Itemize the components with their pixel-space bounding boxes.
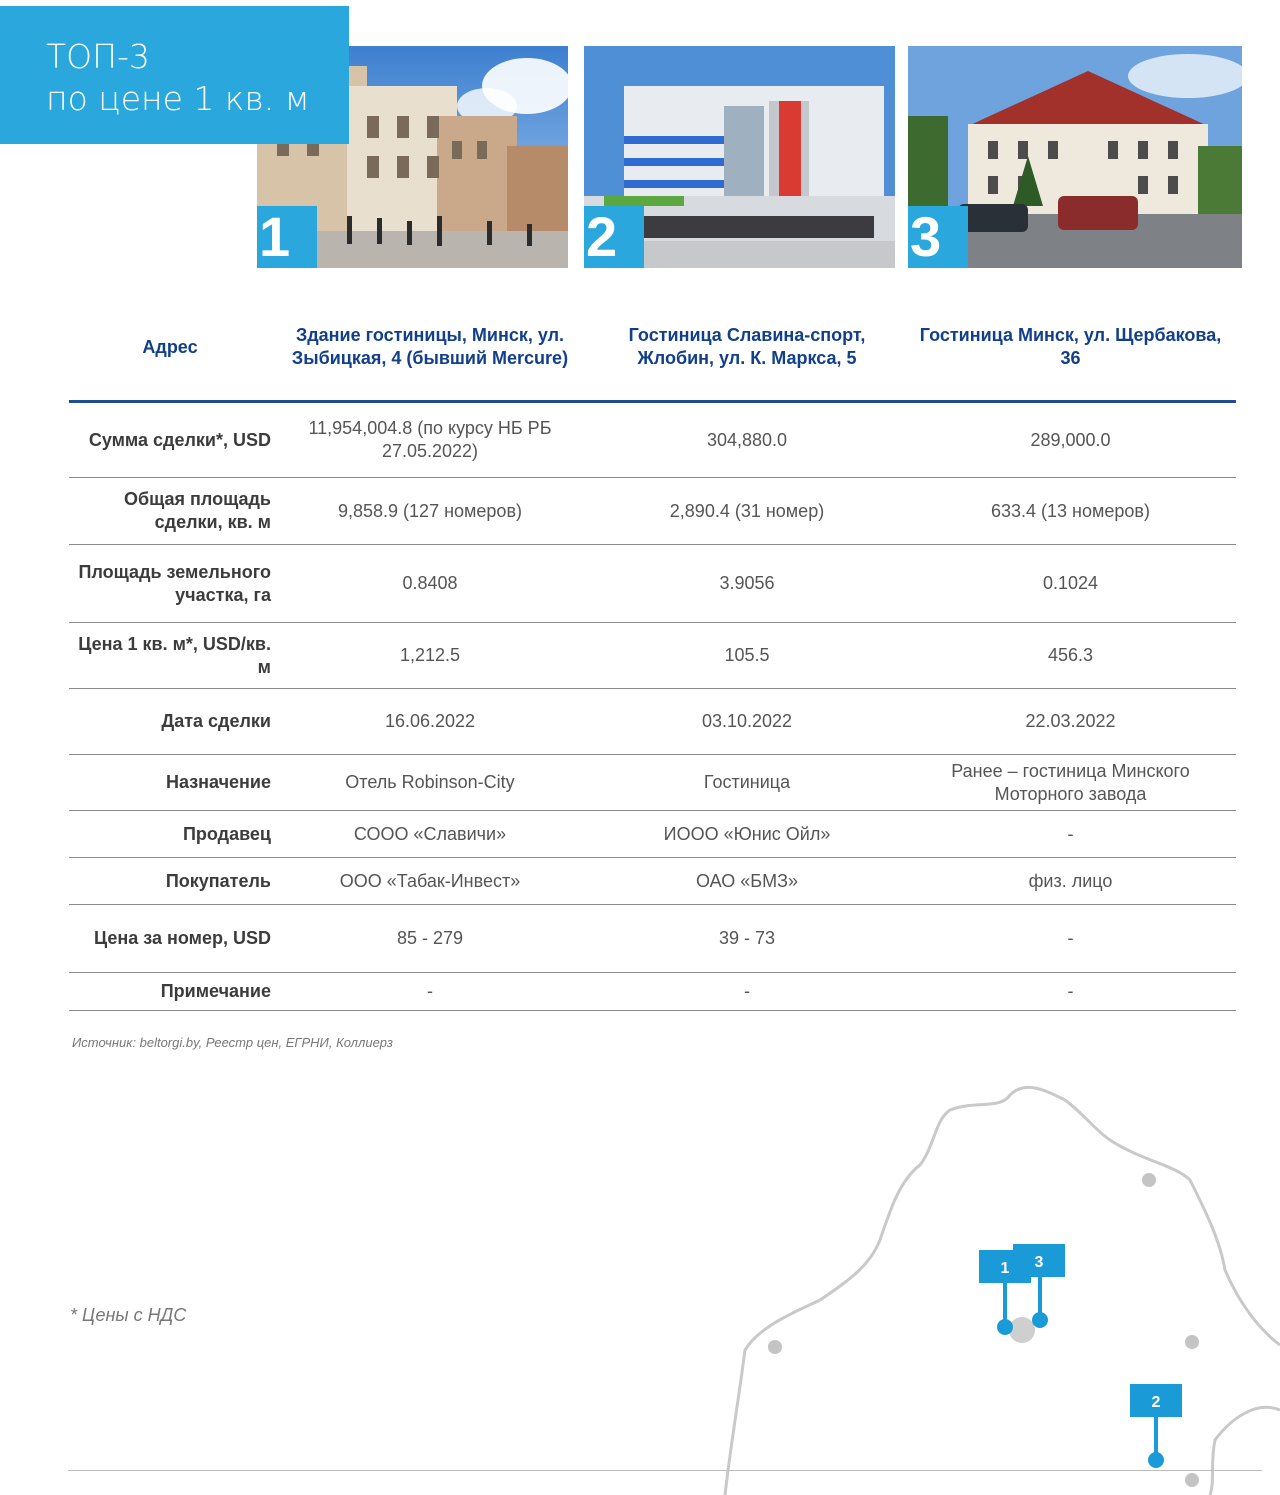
hotel-photo-2 [584,46,895,268]
column-header: Здание гостиницы, Минск, ул. Зыбицкая, 4 (бывший Mercure) [271,294,589,402]
minsk-dot [1009,1317,1035,1343]
marker-label-1: 1 [1000,1260,1010,1277]
city-dot [768,1340,782,1354]
vat-footnote: * Цены с НДС [70,1305,187,1325]
column-header: Адрес [69,294,271,402]
table-header-row [69,294,1236,402]
table-cell: Ранее – гостиница Минского Моторного завода [905,755,1236,811]
city-dot [1185,1473,1199,1487]
table-cell: 0.8408 [271,545,589,623]
table-cell: 16.06.2022 [271,689,589,755]
map-outline-east [1210,1407,1280,1495]
page-subtitle: по цене 1 кв. м [46,79,310,118]
table-cell: 3.9056 [589,545,905,623]
table-row [69,402,1236,478]
map-marker-2 [1130,1384,1182,1468]
table-row [69,689,1236,755]
table-cell: 456.3 [905,623,1236,689]
map-outline [725,1087,1280,1495]
marker-label-2: 2 [1151,1394,1161,1411]
table-cell: 289,000.0 [905,402,1236,478]
row-label: Продавец [69,811,271,858]
table-row [69,755,1236,811]
row-label: Дата сделки [69,689,271,755]
page-title-box [0,6,349,144]
table-row [69,905,1236,973]
table-cell: 22.03.2022 [905,689,1236,755]
hotel-photo-3 [908,46,1242,268]
table-cell: - [905,811,1236,858]
table-cell: СООО «Славичи» [271,811,589,858]
row-label: Сумма сделки*, USD [69,402,271,478]
belarus-map [700,1070,1280,1495]
bottom-divider [68,1470,1262,1471]
city-dot [1142,1173,1156,1187]
row-label: Общая площадь сделки, кв. м [69,478,271,545]
table-cell: 1,212.5 [271,623,589,689]
row-label: Цена за номер, USD [69,905,271,973]
row-label: Покупатель [69,858,271,905]
source-note: Источник: beltorgi.by, Реестр цен, ЕГРНИ, Коллиерз [72,1035,393,1050]
marker-label-3: 3 [1034,1254,1044,1271]
page-title: ТОП-3 [46,37,150,76]
table-cell: - [905,905,1236,973]
table-row [69,858,1236,905]
table-cell: 304,880.0 [589,402,905,478]
table-cell: 2,890.4 (31 номер) [589,478,905,545]
table-cell: ОАО «БМЗ» [589,858,905,905]
table-row [69,973,1236,1011]
table-cell: 39 - 73 [589,905,905,973]
deals-table [69,294,1236,1011]
table-cell: ИООО «Юнис Ойл» [589,811,905,858]
row-label: Назначение [69,755,271,811]
table-cell: 0.1024 [905,545,1236,623]
table-cell: - [905,973,1236,1011]
table-cell: 11,954,004.8 (по курсу НБ РБ 27.05.2022) [271,402,589,478]
table-cell: 85 - 279 [271,905,589,973]
table-cell: 105.5 [589,623,905,689]
photo-number-2: 2 [584,206,644,268]
photo-number-3: 3 [908,206,968,268]
table-cell: - [271,973,589,1011]
table-cell: 9,858.9 (127 номеров) [271,478,589,545]
table-cell: 03.10.2022 [589,689,905,755]
row-label: Площадь земельного участка, га [69,545,271,623]
table-row [69,545,1236,623]
row-label: Цена 1 кв. м*, USD/кв. м [69,623,271,689]
city-dot [1185,1335,1199,1349]
map-marker-3 [1013,1244,1065,1328]
table-row [69,811,1236,858]
table-cell: - [589,973,905,1011]
map-city-dots [768,1173,1199,1487]
photo-number-1: 1 [257,206,317,268]
table-row [69,623,1236,689]
table-cell: Гостиница [589,755,905,811]
table-cell: 633.4 (13 номеров) [905,478,1236,545]
table-cell: Отель Robinson-City [271,755,589,811]
row-label: Примечание [69,973,271,1011]
table-cell: физ. лицо [905,858,1236,905]
table-row [69,478,1236,545]
table-cell: ООО «Табак-Инвест» [271,858,589,905]
column-header: Гостиница Славина-спорт, Жлобин, ул. К. Маркса, 5 [589,294,905,402]
column-header: Гостиница Минск, ул. Щербакова, 36 [905,294,1236,402]
